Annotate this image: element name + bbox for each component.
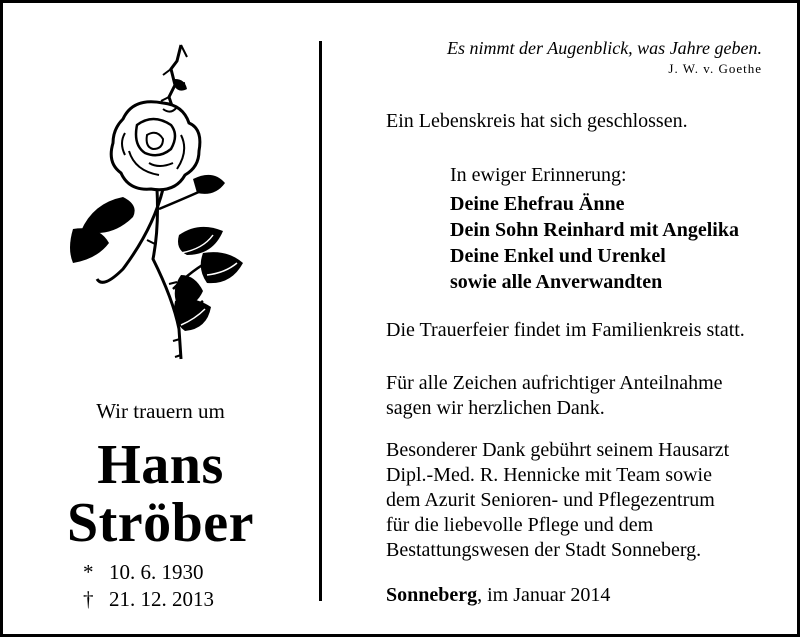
relative-line: Deine Enkel und Urenkel (450, 245, 666, 267)
birth-date-line (83, 559, 214, 586)
death-date: 21. 12. 2013 (109, 587, 214, 611)
relatives-list (450, 191, 739, 295)
rose-icon (63, 39, 243, 379)
column-divider (319, 41, 322, 601)
death-date-line (83, 586, 214, 613)
memory-label: In ewiger Erinnerung: (450, 164, 627, 186)
special-thanks-text: Besonderer Dank gebührt seinem Hausarzt Dipl.-Med. R. Hennicke mit Team sowie dem Azurit Senioren- und Pflegezentrum für die liebevolle Pflege und dem Bestattungswesen der Stadt Sonneberg. (386, 439, 730, 561)
mourning-line: Wir trauern um (96, 399, 225, 423)
birth-date: 10. 6. 1930 (109, 560, 204, 584)
relative-line: Dein Sohn Reinhard mit Angelika (450, 219, 739, 241)
cross-icon: † (83, 587, 94, 611)
quote-block (447, 37, 762, 79)
quote-text: Es nimmt der Augenblick, was Jahre geben. (447, 38, 762, 58)
relative-line: sowie alle Anverwandten (450, 271, 663, 293)
birth-icon: * (83, 560, 94, 584)
relative-line: Deine Ehefrau Änne (450, 193, 625, 215)
quote-author: J. W. v. Goethe (668, 61, 762, 76)
thanks-text: Für alle Zeichen aufrichtiger Anteilnahme sagen wir herzlichen Dank. (386, 372, 723, 419)
date-line: , im Januar 2014 (477, 584, 611, 606)
intro-text: Ein Lebenskreis hat sich geschlossen. (386, 110, 688, 132)
signature-line (386, 583, 610, 608)
funeral-note: Die Trauerfeier findet im Familienkreis statt. (386, 319, 745, 341)
last-name: Ströber (66, 492, 254, 554)
life-dates (83, 559, 214, 613)
place: Sonneberg (386, 584, 478, 606)
first-name: Hans (97, 434, 224, 496)
